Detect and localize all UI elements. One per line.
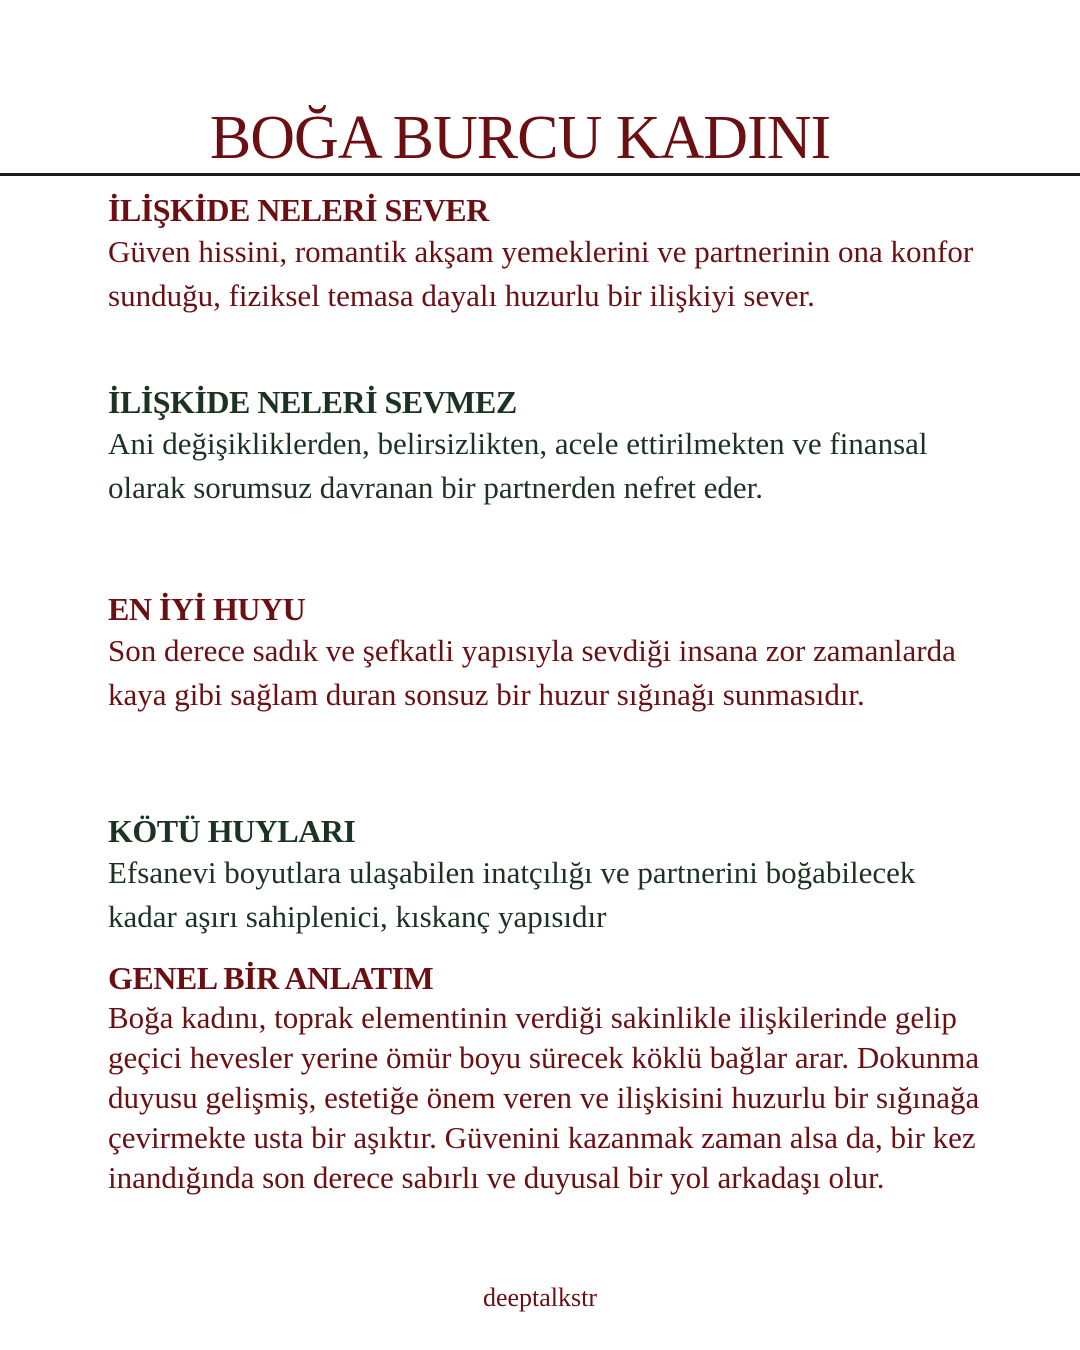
- section-text-bad-traits: Efsanevi boyutlara ulaşabilen inatçılığı ve partnerini boğabilecek kadar aşırı sahiplenici, kıskanç yapısıdır: [108, 855, 916, 934]
- section-heading-general: GENEL BİR ANLATIM: [108, 960, 434, 996]
- section-likes: [108, 190, 988, 318]
- section-heading-likes: İLİŞKİDE NELERİ SEVER: [108, 192, 489, 228]
- title-divider: [0, 173, 1080, 176]
- section-text-dislikes: Ani değişikliklerden, belirsizlikten, acele ettirilmekten ve finansal olarak sorumsuz davranan bir partnerden nefret eder.: [108, 426, 928, 505]
- section-heading-dislikes: İLİŞKİDE NELERİ SEVMEZ: [108, 384, 517, 420]
- section-dislikes: [108, 382, 988, 510]
- section-text-likes: Güven hissini, romantik akşam yemeklerini ve partnerinin ona konfor sunduğu, fiziksel temasa dayalı huzurlu bir ilişkiyi sever.: [108, 234, 974, 313]
- section-heading-bad-traits: KÖTÜ HUYLARI: [108, 813, 356, 849]
- page-title: BOĞA BURCU KADINI: [209, 104, 831, 172]
- section-general: [108, 958, 988, 1198]
- section-bad-traits: [108, 811, 988, 939]
- section-best-trait: [108, 589, 988, 717]
- section-text-general: Boğa kadını, toprak elementinin verdiği sakinlikle ilişkilerinde gelip geçici hevesler yerine ömür boyu sürecek köklü bağlar arar. Dokunma duyusu gelişmiş, estetiğe önem veren ve ilişkisini huzurlu bir sığınağa çevirmekte usta bir aşıktır. Güvenini kazanmak zaman alsa da, bir kez inandığında son derece sabırlı ve duyusal bir yol arkadaşı olur.: [108, 1000, 980, 1195]
- footer-handle: deeptalkstr: [482, 1283, 598, 1312]
- section-text-best-trait: Son derece sadık ve şefkatli yapısıyla sevdiği insana zor zamanlarda kaya gibi sağlam duran sonsuz bir huzur sığınağı sunmasıdır.: [108, 633, 956, 712]
- section-heading-best-trait: EN İYİ HUYU: [108, 591, 306, 627]
